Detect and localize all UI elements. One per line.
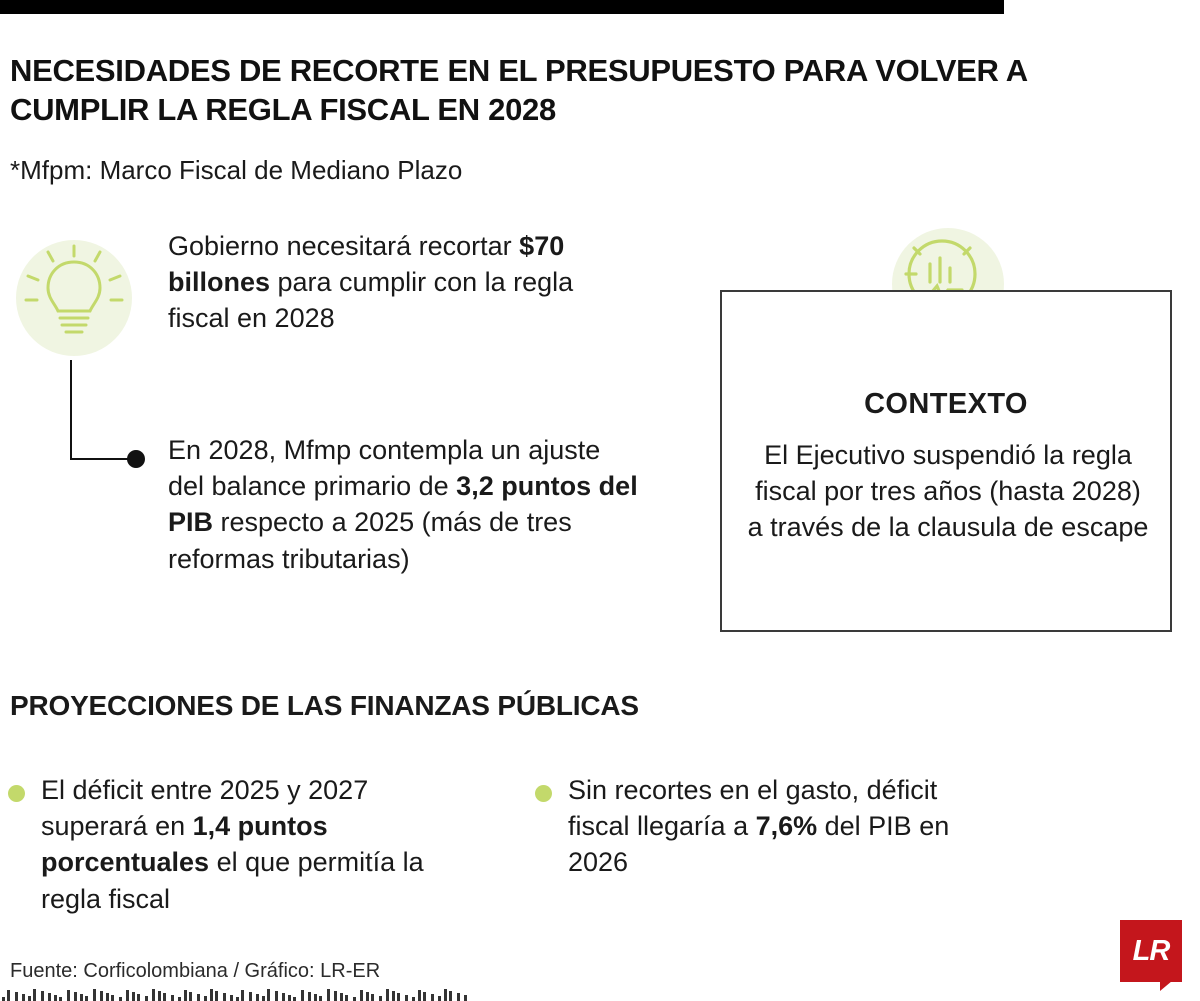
tick-mark [171,995,174,1001]
bullet-column-right [535,772,975,881]
connector-horizontal [70,458,132,460]
tick-mark [314,994,317,1001]
tick-mark [293,997,296,1001]
contexto-body: El Ejecutivo suspendió la regla fiscal por tres años (hasta 2028) a través de la clausula de escape [747,440,1149,543]
tick-mark [249,992,252,1001]
tick-mark [345,995,348,1001]
callout-ajuste-text-2: respecto a 2025 (más de tres reformas tributarias) [168,507,572,574]
tick-mark [80,994,83,1001]
tick-mark [197,994,200,1001]
tick-mark [152,989,155,1001]
tick-mark [54,995,57,1001]
tick-mark [319,996,322,1001]
tick-mark [282,993,285,1001]
bullet-dot-icon [8,785,25,802]
connector-vertical [70,360,72,460]
tick-mark [100,991,103,1001]
bullet-left-highlight: 1,4 puntos porcentuales [41,811,328,878]
tick-mark [405,995,408,1001]
tick-mark [267,989,270,1001]
bullet-right-text-1: Sin recortes en el gasto, déficit fiscal llegaría a [568,775,938,842]
tick-mark [132,992,135,1001]
tick-mark [262,996,265,1001]
tick-mark [215,991,218,1001]
tick-mark [189,992,192,1001]
source-credit: Fuente: Corficolombiana / Gráfico: LR-ER [10,960,381,982]
tick-mark [438,996,441,1001]
tick-mark [15,992,18,1001]
bullet-left-text-2: el que permitía la regla fiscal [41,847,424,914]
bullet-deficit-sin-recortes [568,772,975,881]
bullet-left-text-1: El déficit entre 2025 y 2027 superará en [41,775,369,842]
tick-mark [275,991,278,1001]
la-republica-logo [1120,920,1182,982]
tick-mark [444,989,447,1001]
tick-mark [145,996,148,1001]
bullet-dot-icon [535,785,552,802]
tick-mark [28,996,31,1001]
tick-mark [379,996,382,1001]
tick-mark [418,990,421,1001]
tick-mark [360,990,363,1001]
tick-mark [59,997,62,1001]
tick-mark [397,993,400,1001]
tick-mark [74,992,77,1001]
tick-mark [33,989,36,1001]
tick-mark [41,991,44,1001]
logo-speech-tail [1160,981,1172,991]
tick-mark [48,993,51,1001]
bottom-tick-strip [0,985,470,1001]
tick-mark [126,990,129,1001]
tick-mark [464,995,467,1001]
top-black-bar [0,0,1004,14]
list-item [535,772,975,881]
tick-mark [93,989,96,1001]
lightbulb-icon [8,232,140,364]
tick-mark [230,995,233,1001]
connector-dot [127,450,145,468]
callout-ajuste-balance [168,432,638,577]
tick-mark [334,991,337,1001]
tick-mark [223,993,226,1001]
tick-mark [158,991,161,1001]
tick-mark [412,997,415,1001]
logo-text: LR [1132,934,1170,967]
tick-mark [106,993,109,1001]
tick-mark [386,989,389,1001]
callout-recorte-highlight: $70 billones [168,231,565,298]
tick-mark [353,997,356,1001]
list-item [8,772,478,917]
tick-mark [163,993,166,1001]
tick-mark [67,990,70,1001]
tick-mark [301,990,304,1001]
contexto-box [720,290,1172,632]
page-title: NECESIDADES DE RECORTE EN EL PRESUPUESTO PARA VOLVER A CUMPLIR LA REGLA FISCAL EN 2028 [10,52,1027,128]
tick-mark [256,994,259,1001]
tick-mark [111,995,114,1001]
callout-recorte-text-1: Gobierno necesitará recortar [168,231,520,261]
tick-mark [371,994,374,1001]
tick-mark [178,997,181,1001]
callout-recorte [168,228,588,337]
tick-mark [327,989,330,1001]
tick-mark [288,995,291,1001]
tick-mark [340,993,343,1001]
tick-mark [392,991,395,1001]
bullet-column-left [8,772,478,917]
tick-mark [204,996,207,1001]
bullet-right-highlight: 7,6% [755,811,818,842]
tick-mark [308,992,311,1001]
tick-mark [137,994,140,1001]
connector-line [70,360,148,462]
tick-mark [7,990,10,1001]
tick-mark [236,997,239,1001]
tick-mark [449,991,452,1001]
bullet-right-text-2: del PIB en 2026 [568,811,950,878]
tick-mark [22,994,25,1001]
tick-mark [366,992,369,1001]
tick-mark [210,989,213,1001]
tick-mark [184,990,187,1001]
tick-mark [85,996,88,1001]
section-title-proyecciones: PROYECCIONES DE LAS FINANZAS PÚBLICAS [10,690,639,721]
tick-mark [431,994,434,1001]
tick-mark [2,997,5,1001]
bullet-deficit-2025-2027 [41,772,478,917]
tick-mark [119,997,122,1001]
tick-mark [457,993,460,1001]
footnote-abbreviation: *Mfpm: Marco Fiscal de Mediano Plazo [10,155,463,185]
tick-mark [241,990,244,1001]
tick-mark [423,992,426,1001]
callout-ajuste-highlight: 3,2 puntos del PIB [168,471,638,538]
callout-ajuste-text-1: En 2028, Mfmp contempla un ajuste del balance primario de [168,435,601,502]
callout-recorte-text-2: para cumplir con la regla fiscal en 2028 [168,267,574,334]
contexto-title: CONTEXTO [864,388,1028,420]
